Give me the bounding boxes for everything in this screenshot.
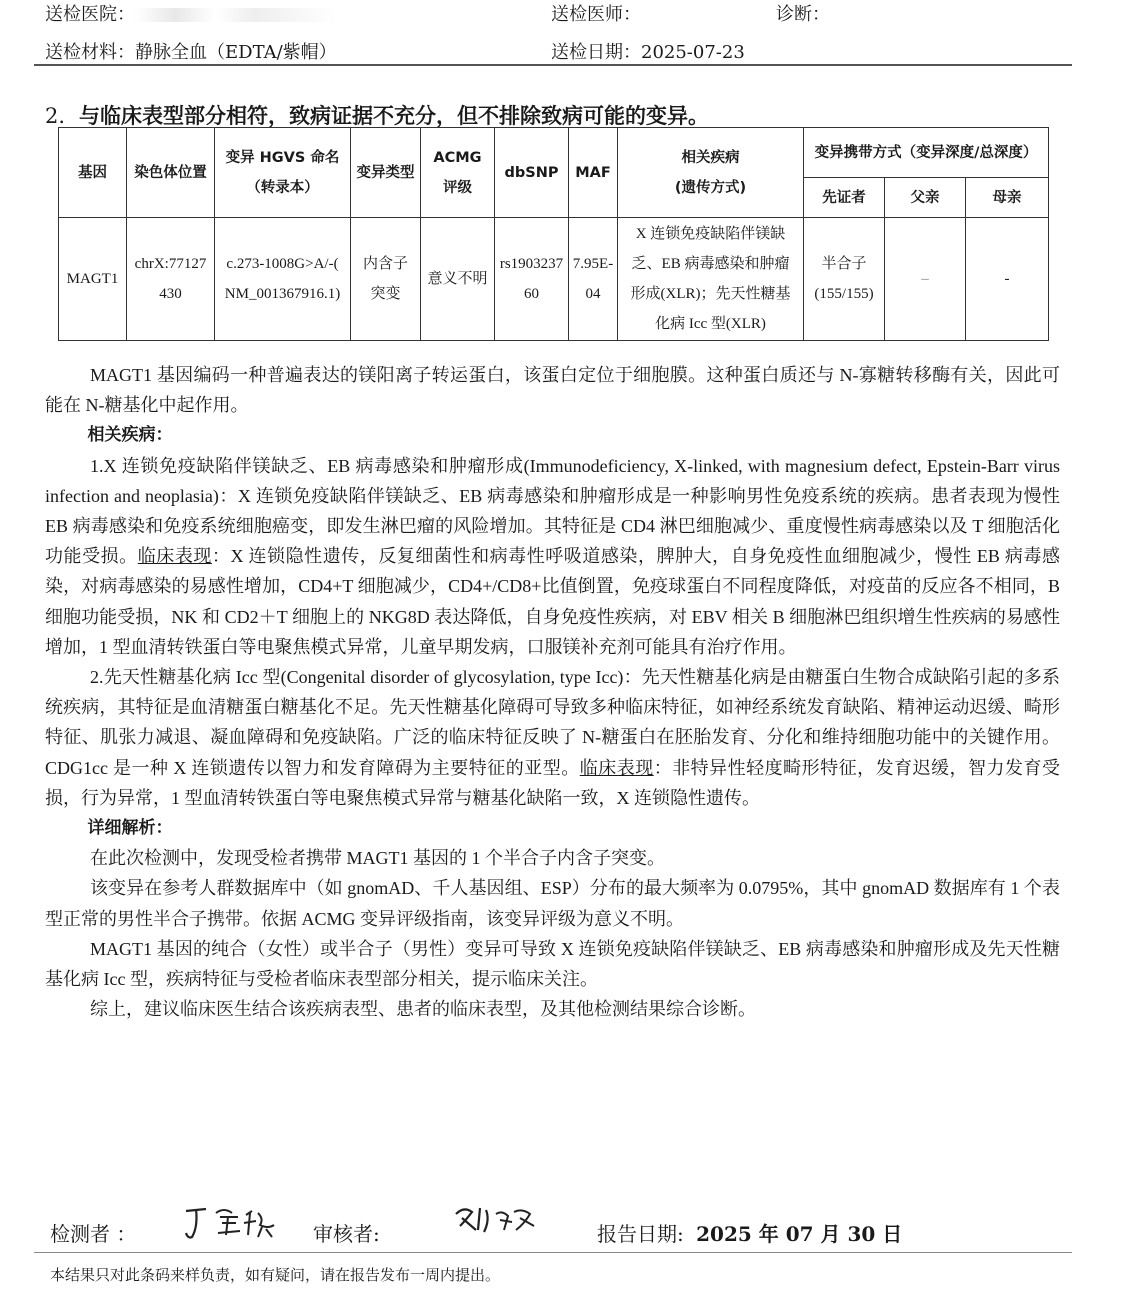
send-date-field [551, 38, 745, 64]
cell-disease: X 连锁免疫缺陷伴镁缺 乏、EB 病毒感染和肿瘤 形成(XLR)；先天性糖基 化病 Icc 型(XLR) [618, 218, 804, 341]
header-hgvs: 变异 HGVS 命名 （转录本） [215, 128, 351, 218]
variant-table [58, 127, 1049, 341]
tester-signature-graphic [180, 1203, 280, 1243]
diagnosis-field [776, 0, 830, 26]
intro-paragraph: MAGT1 基因编码一种普遍表达的镁阳离子转运蛋白，该蛋白定位于细胞膜。这种蛋白质还与 N-寡糖转移酶有关，因此可能在 N-糖基化中起作用。 [45, 365, 1060, 416]
header-divider [34, 64, 1072, 66]
hospital-field [45, 0, 335, 26]
header-mother: 母亲 [966, 178, 1049, 218]
send-date-label: 送检日期： [551, 42, 641, 63]
section-title-text: 与临床表型部分相符，致病证据不充分，但不排除致病可能的变异。 [79, 104, 710, 128]
header-disease: 相关疾病 (遗传方式) [618, 128, 804, 218]
header-father: 父亲 [885, 178, 966, 218]
analysis-paragraph-1: 在此次检测中，发现受检者携带 MAGT1 基因的 1 个半合子内含子突变。 [90, 848, 665, 869]
redacted-hospital-name [135, 8, 335, 22]
material-field [45, 38, 337, 64]
analysis-paragraph-4: 综上，建议临床医生结合该疾病表型、患者的临床表型，及其他检测结果综合诊断。 [90, 999, 756, 1020]
cell-proband: 半合子 (155/155) [804, 218, 885, 341]
report-date-label: 报告日期: [597, 1222, 684, 1246]
header-carrier: 变异携带方式（变异深度/总深度） [804, 128, 1049, 178]
header-chrom: 染色体位置 [127, 128, 215, 218]
cell-chrom: chrX:77127 430 [127, 218, 215, 341]
header-proband: 先证者 [804, 178, 885, 218]
section-title [45, 100, 709, 130]
header-dbsnp: dbSNP [495, 128, 569, 218]
cell-maf: 7.95E- 04 [569, 218, 618, 341]
doctor-label: 送检医师： [551, 4, 641, 25]
reviewer-signature-graphic [450, 1200, 540, 1240]
cell-type: 内含子 突变 [351, 218, 421, 341]
material-value: 静脉全血（EDTA/紫帽） [135, 42, 337, 63]
cell-hgvs: c.273-1008G>A/-( NM_001367916.1) [215, 218, 351, 341]
material-label: 送检材料： [45, 42, 135, 63]
tester-signature [180, 1203, 280, 1248]
report-date-value: 2025 年 07 月 30 日 [696, 1222, 903, 1246]
header-acmg: ACMG 评级 [421, 128, 495, 218]
tester-label: 检测者 ： [50, 1222, 137, 1246]
cell-acmg: 意义不明 [421, 218, 495, 341]
disease-1-paragraph: 1.X 连锁免疫缺陷伴镁缺乏、EB 病毒感染和肿瘤形成(Immunodeficiency, X-linked, with magnesium defect, Epstein-Barr virus infection and neoplasia)：X 连锁免疫缺陷伴镁缺乏、EB 病毒感染和肿瘤形成是一种影响男性免疫系统的疾病。患者表现为慢性 EB 病毒感染和免疫系统细胞癌变，即发生淋巴瘤的风险增加。其特征是 CD4 淋巴细胞减少、重度慢性病毒感染以及 T 细胞活化功能受损。临床表现：X 连锁隐性遗传，反复细菌性和病毒性呼吸道感染，脾肿大，自身免疫性血细胞减少，慢性 EB 病毒感染，对病毒感染的易感性增加，CD4+T 细胞减少，CD4+/CD8+比值倒置，免疫球蛋白不同程度降低，对疫苗的反应各不相同，B 细胞功能受损，NK 和 CD2＋T 细胞上的 NKG8D 表达降低，自身免疫性疾病，对 EBV 相关 B 细胞淋巴组织增生性疾病的易感性增加，1 型血清转铁蛋白等电聚焦模式异常，儿童早期发病，口服镁补充剂可能具有治疗作用。 [45, 455, 1061, 657]
cell-gene: MAGT1 [59, 218, 127, 341]
reviewer-signature [450, 1200, 540, 1245]
analysis-paragraph-2: 该变异在参考人群数据库中（如 gnomAD、千人基因组、ESP）分布的最大频率为 0.0795%，其中 gnomAD 数据库有 1 个表型正常的男性半合子携带。依据 ACMG 变异评级指南，该变异评级为意义不明。 [45, 878, 1060, 929]
hospital-label: 送检医院： [45, 4, 135, 25]
cell-mother: - [966, 218, 1049, 341]
cell-father: – [885, 218, 966, 341]
header-gene: 基因 [59, 128, 127, 218]
footer-divider [34, 1252, 1072, 1253]
reviewer-label: 审核者: [313, 1222, 380, 1246]
related-diseases-heading: 相关疾病： [87, 425, 173, 446]
report-body [45, 360, 1060, 1024]
header-maf: MAF [569, 128, 618, 218]
report-date [597, 1218, 902, 1247]
footer-note: 本结果只对此条码来样负责，如有疑问，请在报告发布一周内提出。 [50, 1266, 501, 1284]
clinical-label-1: 临床表现 [137, 546, 212, 567]
disease-2-paragraph: 2.先天性糖基化病 Icc 型(Congenital disorder of glycosylation, type Icc)：先天性糖基化病是由糖蛋白生物合成缺陷引起的多系统疾病，其特征是血清糖蛋白糖基化不足。先天性糖基化障碍可导致多种临床特征，如神经系统发育缺陷、精神运动迟缓、畸形特征、肌张力减退、凝血障碍和免疫缺陷。广泛的临床特征反映了 N-糖蛋白在胚胎发育、分化和维持细胞功能中的关键作用。CDG1cc 是一种 X 连锁遗传以智力和发育障碍为主要特征的亚型。临床表现：非特异性轻度畸形特征，发育迟缓，智力发育受损，行为异常，1 型血清转铁蛋白等电聚焦模式异常与糖基化缺陷一致，X 连锁隐性遗传。 [45, 667, 1061, 808]
analysis-heading: 详细解析： [87, 818, 173, 839]
send-date-value: 2025-07-23 [641, 42, 745, 63]
cell-dbsnp: rs1903237 60 [495, 218, 569, 341]
section-number: 2. [45, 104, 66, 128]
header-type: 变异类型 [351, 128, 421, 218]
diagnosis-label: 诊断： [776, 4, 830, 25]
doctor-field [551, 0, 641, 26]
clinical-label-2: 临床表现 [579, 757, 654, 778]
analysis-paragraph-3: MAGT1 基因的纯合（女性）或半合子（男性）变异可导致 X 连锁免疫缺陷伴镁缺乏、EB 病毒感染和肿瘤形成及先天性糖基化病 Icc 型，疾病特征与受检者临床表型部分相关，提示临床关注。 [45, 938, 1060, 990]
table-row [59, 218, 1049, 341]
